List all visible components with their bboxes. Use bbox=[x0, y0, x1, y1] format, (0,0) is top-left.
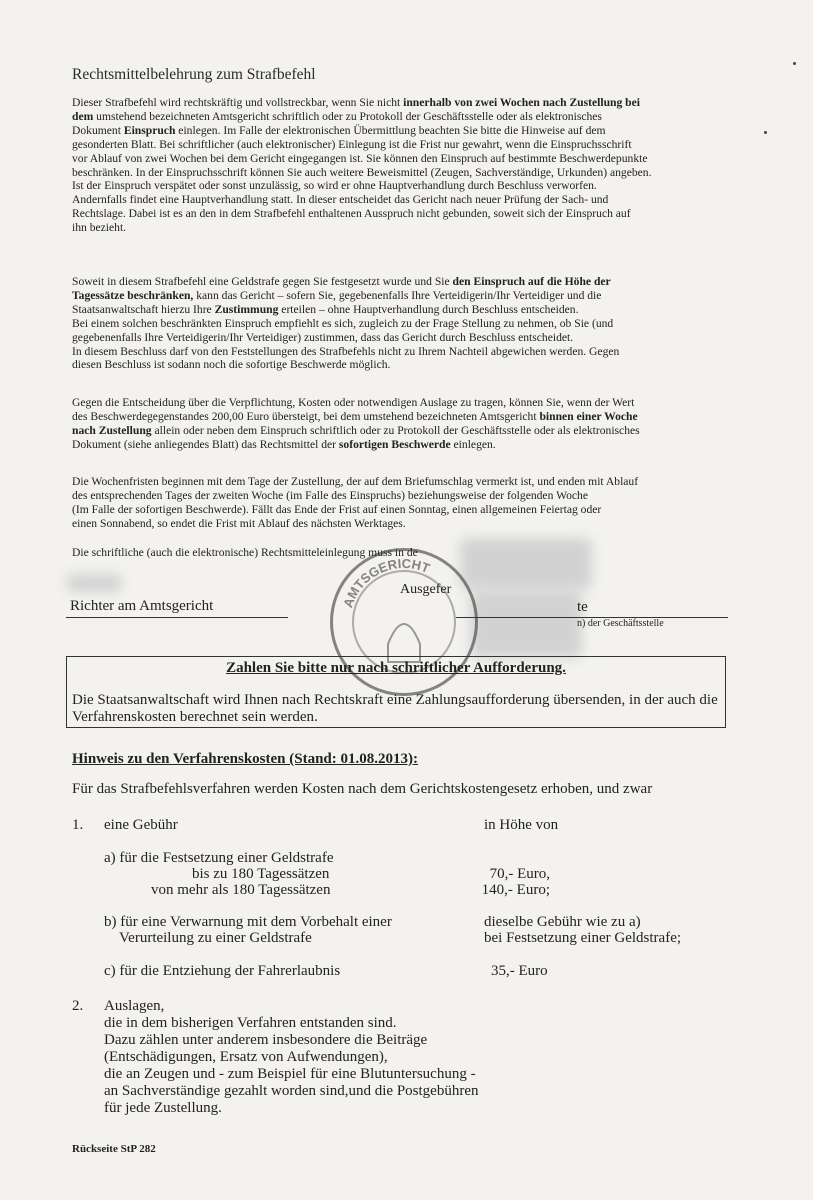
text-run: einen Sonnabend, so endet die Frist mit Ablauf des nächsten Werktages. bbox=[72, 516, 406, 530]
expenses-line: Dazu zählen unter anderem insbesondere die Beiträge bbox=[104, 1032, 428, 1048]
item-number: 2. bbox=[72, 998, 84, 1014]
p4-line bbox=[72, 475, 724, 489]
fee-c-value: 35,- Euro bbox=[491, 963, 548, 979]
expenses-line: die in dem bisherigen Verfahren entstanden sind. bbox=[104, 1015, 397, 1031]
p2-line bbox=[72, 317, 724, 331]
text-run: beschränken. In der Einspruchsschrift können Sie auch weitere Beweismittel (Zeugen, Sachverständige, Urkunden) angeben. bbox=[72, 165, 652, 179]
page-title: Rechtsmittelbelehrung zum Strafbefehl bbox=[72, 66, 316, 83]
text-run: einlegen. Im Falle der elektronischen Übermittlung beachten Sie bitte die Hinweise auf dem bbox=[175, 123, 606, 137]
text-run: allein oder neben dem Einspruch schriftlich oder zu Protokoll der Geschäftsstelle oder als elektronisches bbox=[151, 423, 640, 437]
p2-line bbox=[72, 358, 724, 372]
text-run: Bei einem solchen beschränkten Einspruch empfiehlt es sich, zugleich zu der Frage Stellung zu nehmen, ob Sie (und bbox=[72, 316, 614, 330]
expenses-line: die an Zeugen und - zum Beispiel für eine Blutuntersuchung - bbox=[104, 1066, 476, 1082]
p2-line bbox=[72, 345, 724, 359]
item-label: eine Gebühr bbox=[104, 817, 178, 833]
form-reference: Rückseite StP 282 bbox=[72, 1143, 156, 1155]
fee-b-value: bei Festsetzung einer Geldstrafe; bbox=[484, 930, 682, 946]
p4-line bbox=[72, 489, 724, 503]
text-run: In diesem Beschluss darf von den Feststellungen des Strafbefehls nicht zu Ihrem Nachteil abgewichen werden. Gegen bbox=[72, 344, 620, 358]
fee-b-line: b) für eine Verwarnung mit dem Vorbehalt einer bbox=[104, 914, 392, 930]
paragraph-einspruch bbox=[72, 96, 724, 235]
payment-notice-line: Die Staatsanwaltschaft wird Ihnen nach Rechtskraft eine Zahlungsaufforderung übersenden, in der auch die bbox=[72, 692, 718, 708]
text-run: (Im Falle der sofortigen Beschwerde). Fällt das Ende der Frist auf einen Sonntag, einen allgemeinen Feiertag oder bbox=[72, 502, 602, 516]
text-run: Dokument (siehe anliegendes Blatt) das Rechtsmittel der bbox=[72, 437, 339, 451]
text-run: ihn bezieht. bbox=[72, 221, 127, 235]
payment-notice-title-text: Zahlen Sie bitte nur nach schriftlicher Aufforderung. bbox=[226, 660, 566, 676]
expenses-line: (Entschädigungen, Ersatz von Aufwendungen), bbox=[104, 1049, 388, 1065]
redacted-area bbox=[470, 590, 582, 658]
text-run: erteilen – ohne Hauptverhandlung durch Beschluss entscheiden. bbox=[278, 302, 579, 316]
costs-intro: Für das Strafbefehlsverfahren werden Kosten nach dem Gerichtskostengesetz erhoben, und zwar bbox=[72, 781, 653, 797]
paragraph-sofortige-beschwerde bbox=[72, 396, 724, 452]
redacted-area bbox=[460, 538, 592, 590]
bold-text: Zustimmung bbox=[214, 302, 279, 316]
fee-a-line: von mehr als 180 Tagessätzen bbox=[151, 882, 331, 898]
bold-text: nach Zustellung bbox=[72, 423, 152, 437]
p4-line bbox=[72, 503, 724, 517]
text-run: Andernfalls findet eine Hauptverhandlung statt. In dieser entscheidet das Gericht nach neuer Prüfung der Sach- und bbox=[72, 193, 609, 207]
expenses-line: Auslagen, bbox=[104, 998, 165, 1014]
p3-line bbox=[72, 396, 724, 410]
p1-line bbox=[72, 152, 724, 166]
bold-text: dem bbox=[72, 109, 94, 123]
text-run: Ist der Einspruch verspätet oder sonst unzulässig, so wird er ohne Hauptverhandlung durch Beschluss verworfen. bbox=[72, 179, 597, 193]
fee-b-value: dieselbe Gebühr wie zu a) bbox=[484, 914, 641, 930]
redacted-signature bbox=[66, 574, 122, 592]
judge-title: Richter am Amtsgericht bbox=[70, 598, 214, 614]
bold-text: innerhalb von zwei Wochen nach Zustellung bei bbox=[403, 96, 640, 109]
p1-line bbox=[72, 138, 724, 152]
p1-line bbox=[72, 96, 724, 110]
p1-line bbox=[72, 207, 724, 221]
paragraph-tagessaetze bbox=[72, 275, 724, 372]
fee-a-line: bis zu 180 Tagessätzen bbox=[192, 866, 330, 882]
issued-label: Ausgefer bbox=[400, 582, 452, 597]
text-run: umstehend bezeichneten Amtsgericht schriftlich oder zu Protokoll der Geschäftsstelle oder als elektronisches bbox=[93, 109, 602, 123]
text-run: Staatsanwaltschaft hierzu Ihre bbox=[72, 302, 215, 316]
text-run: Soweit in diesem Strafbefehl eine Geldstrafe gegen Sie festgesetzt wurde und Sie bbox=[72, 275, 453, 288]
p3-line bbox=[72, 438, 724, 452]
fee-a-value: 70,- Euro, bbox=[489, 866, 550, 882]
p4-line bbox=[72, 517, 724, 531]
text-run: des Beschwerdegegenstandes 200,00 Euro übersteigt, bei dem umstehend bezeichneten Amtsgericht bbox=[72, 409, 540, 423]
fee-c-line: c) für die Entziehung der Fahrerlaubnis bbox=[104, 963, 341, 979]
text-run: einlegen. bbox=[450, 437, 496, 451]
p2-line bbox=[72, 289, 724, 303]
seal-text: AMTSGERICHT bbox=[340, 555, 432, 610]
text-run: Dokument bbox=[72, 123, 124, 137]
expenses-text bbox=[104, 998, 479, 1117]
scan-speck bbox=[764, 131, 767, 134]
costs-heading: Hinweis zu den Verfahrenskosten (Stand: 01.08.2013): bbox=[72, 751, 419, 767]
payment-notice-line: Verfahrenskosten berechnet sein werden. bbox=[72, 709, 318, 725]
bold-text: den Einspruch auf die Höhe der bbox=[452, 275, 611, 288]
text-run: Die schriftliche (auch die elektronische) Rechtsmitteleinlegung muss in de bbox=[72, 546, 418, 559]
p3-line bbox=[72, 424, 724, 438]
bold-text: binnen einer Woche bbox=[539, 409, 638, 423]
expenses-line: an Sachverständige gezahlt worden sind,und die Postgebühren bbox=[104, 1083, 479, 1099]
fee-a-value: 140,- Euro; bbox=[481, 882, 550, 898]
clerk-caption: n) der Geschäftsstelle bbox=[577, 618, 664, 629]
text-run: des entsprechenden Tages der zweiten Woche (im Falle des Einspruchs) beziehungsweise der folgenden Woche bbox=[72, 488, 588, 502]
bold-text: sofortigen Beschwerde bbox=[338, 437, 451, 451]
signature-line bbox=[66, 617, 288, 618]
p2-line bbox=[72, 303, 724, 317]
payment-notice-body bbox=[72, 692, 724, 726]
p2-line bbox=[72, 275, 724, 289]
item-right-label: in Höhe von bbox=[484, 817, 559, 833]
text-run: kann das Gericht – sofern Sie, gegebenenfalls Ihre Verteidigerin/Ihr Verteidiger und die bbox=[193, 288, 602, 302]
p1-line bbox=[72, 124, 724, 138]
p1-line bbox=[72, 179, 724, 193]
scan-speck bbox=[793, 62, 796, 65]
p1-line bbox=[72, 110, 724, 124]
paragraph-wochenfristen bbox=[72, 475, 724, 531]
text-run: Gegen die Entscheidung über die Verpflichtung, Kosten oder notwendigen Auslage zu tragen, können Sie, wenn der Wert bbox=[72, 396, 635, 409]
text-run: gesonderten Blatt. Bei schriftlicher (auch elektronischer) Einlegung ist die Frist nur gewahrt, wenn die Einspruchsschrift bbox=[72, 137, 632, 151]
text-run: Dieser Strafbefehl wird rechtskräftig und vollstreckbar, wenn Sie nicht bbox=[72, 96, 404, 109]
clerk-title-fragment: te bbox=[577, 599, 588, 615]
p1-line bbox=[72, 193, 724, 207]
text-run: gegebenenfalls Ihre Verteidigerin/Ihr Verteidiger) zustimmen, dass das Gericht durch Beschluss entscheidet. bbox=[72, 330, 574, 344]
text-run: vor Ablauf von zwei Wochen bei dem Gericht eingegangen ist. Sie können den Einspruch auf bestimmte Beschwerdepunkte bbox=[72, 151, 648, 165]
text-run: diesen Beschluss ist sodann noch die sofortige Beschwerde möglich. bbox=[72, 358, 391, 372]
bold-text: Tagessätze beschränken, bbox=[72, 288, 194, 302]
p1-line bbox=[72, 221, 724, 235]
fee-a-line: a) für die Festsetzung einer Geldstrafe bbox=[104, 850, 334, 866]
expenses-line: für jede Zustellung. bbox=[104, 1100, 222, 1116]
payment-notice-title bbox=[66, 660, 726, 677]
fee-b-line: Verurteilung zu einer Geldstrafe bbox=[119, 930, 312, 946]
p1-line bbox=[72, 166, 724, 180]
text-run: Rechtslage. Dabei ist es an den in dem Strafbefehl enthaltenen Ausspruch nicht gebunden, soweit sich der Einspruch auf bbox=[72, 207, 631, 221]
text-run: Die Wochenfristen beginnen mit dem Tage der Zustellung, der auf dem Briefumschlag vermerkt ist, und enden mit Ablauf bbox=[72, 475, 639, 488]
item-number: 1. bbox=[72, 817, 84, 833]
bold-text: Einspruch bbox=[123, 123, 176, 137]
p3-line bbox=[72, 410, 724, 424]
p2-line bbox=[72, 331, 724, 345]
